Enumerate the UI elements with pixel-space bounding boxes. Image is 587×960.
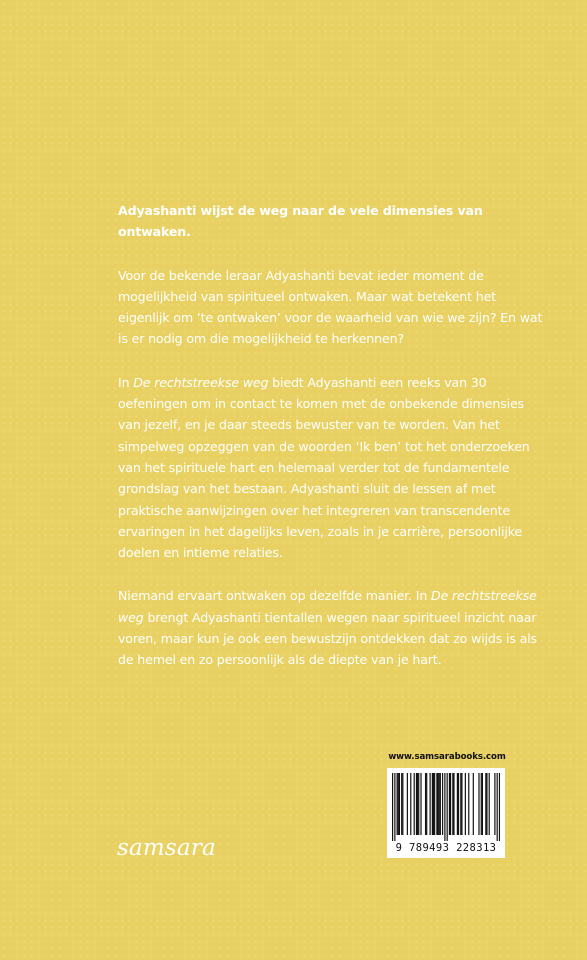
barcode-bar	[394, 773, 395, 841]
barcode-bar	[447, 773, 448, 841]
barcode-bar	[392, 773, 393, 841]
blurb-text	[118, 200, 550, 693]
barcode-bar	[457, 773, 458, 835]
barcode-bar	[414, 773, 415, 835]
barcode-bar	[494, 773, 495, 835]
barcode-bar	[452, 773, 453, 835]
barcode-bar	[402, 773, 403, 835]
barcode-bar	[417, 773, 418, 835]
publisher-url: www.samsarabooks.com	[388, 752, 506, 762]
barcode-bar	[398, 773, 399, 835]
barcode-bar	[437, 773, 438, 835]
paragraph-2-intro: In	[118, 374, 134, 390]
barcode-bar	[420, 773, 421, 835]
barcode-bar	[453, 773, 454, 835]
barcode-bar	[497, 773, 498, 841]
barcode-bar	[481, 773, 482, 835]
paragraph-3	[118, 585, 550, 670]
barcode-bar	[401, 773, 402, 835]
barcode-bar	[482, 773, 483, 835]
barcode-bar	[433, 773, 434, 835]
paragraph-3-body: brengt Adyashanti tientallen wegen naar spiritueel inzicht naar voren, maar kun je ook een bewustzijn ontdekken dat zo wijds is als de hemel en zo persoonlijk als de diepte van je hart.	[118, 609, 537, 668]
barcode-bar	[442, 773, 443, 835]
barcode-bar	[434, 773, 435, 835]
isbn-barcode	[387, 768, 505, 858]
book-title-italic: De rechtstreekse weg	[118, 588, 537, 625]
barcode-bar	[397, 773, 398, 835]
barcode-bar	[426, 773, 427, 835]
barcode-bar	[430, 773, 431, 835]
barcode-bar	[486, 773, 487, 835]
barcode-bar	[478, 773, 479, 835]
barcode-bar	[440, 773, 441, 835]
barcode-bar	[410, 773, 411, 835]
barcode-bar	[432, 773, 433, 835]
barcode-bar	[461, 773, 462, 835]
barcode-bar	[468, 773, 469, 835]
barcode-bar	[458, 773, 459, 835]
barcode-bar	[418, 773, 419, 835]
barcode-bar	[465, 773, 466, 835]
paragraph-1: Voor de bekende leraar Adyashanti bevat ieder moment de mogelijkheid van spiritueel ontwaken. Maar wat betekent het eigenlijk om ‘te ontwaken’ voor de waarheid van wie we zijn? En wat is er nodig om die mogelijkheid te herkennen?	[118, 267, 543, 347]
barcode-bars	[392, 773, 500, 841]
barcode-bar	[449, 773, 450, 835]
paragraph-3-intro: Niemand ervaart ontwaken op dezelfde manier. In	[118, 588, 432, 604]
barcode-bar	[439, 773, 440, 835]
barcode-bar	[436, 773, 437, 835]
tagline: Adyashanti wijst de weg naar de vele dimensies van ontwaken.	[118, 203, 483, 240]
barcode-bar	[425, 773, 426, 835]
barcode-digits: 9 789493 228313	[395, 842, 497, 854]
book-title-italic: De rechtstreekse weg	[133, 374, 269, 390]
barcode-bar	[499, 773, 500, 841]
barcode-bar	[473, 773, 474, 835]
barcode-bar	[444, 773, 445, 841]
barcode-bar	[450, 773, 451, 835]
barcode-bar	[489, 773, 490, 835]
barcode-bar	[485, 773, 486, 835]
barcode-bar	[416, 773, 417, 835]
barcode-bar	[407, 773, 408, 835]
paragraph-2	[118, 372, 550, 564]
barcode-bar	[460, 773, 461, 835]
publisher-logo: samsara	[117, 835, 216, 861]
barcode-bar	[399, 773, 400, 835]
paragraph-2-body: biedt Adyashanti een reeks van 30 oefeningen om in contact te komen met de onbekende dimensies van jezelf, en je daar steeds bewuster van te worden. Van het simpelweg opzeggen van de woorden ‘Ik ben’ tot het onderzoeken van het spirituele hart en helemaal verder tot de fundamentele grondslag van het bestaan. Adyashanti sluit de lessen af met praktische aanwijzingen over het integreren van transcendente ervaringen in het dagelijks leven, zoals in je carrière, persoonlijke doelen en intieme relaties.	[118, 374, 530, 561]
